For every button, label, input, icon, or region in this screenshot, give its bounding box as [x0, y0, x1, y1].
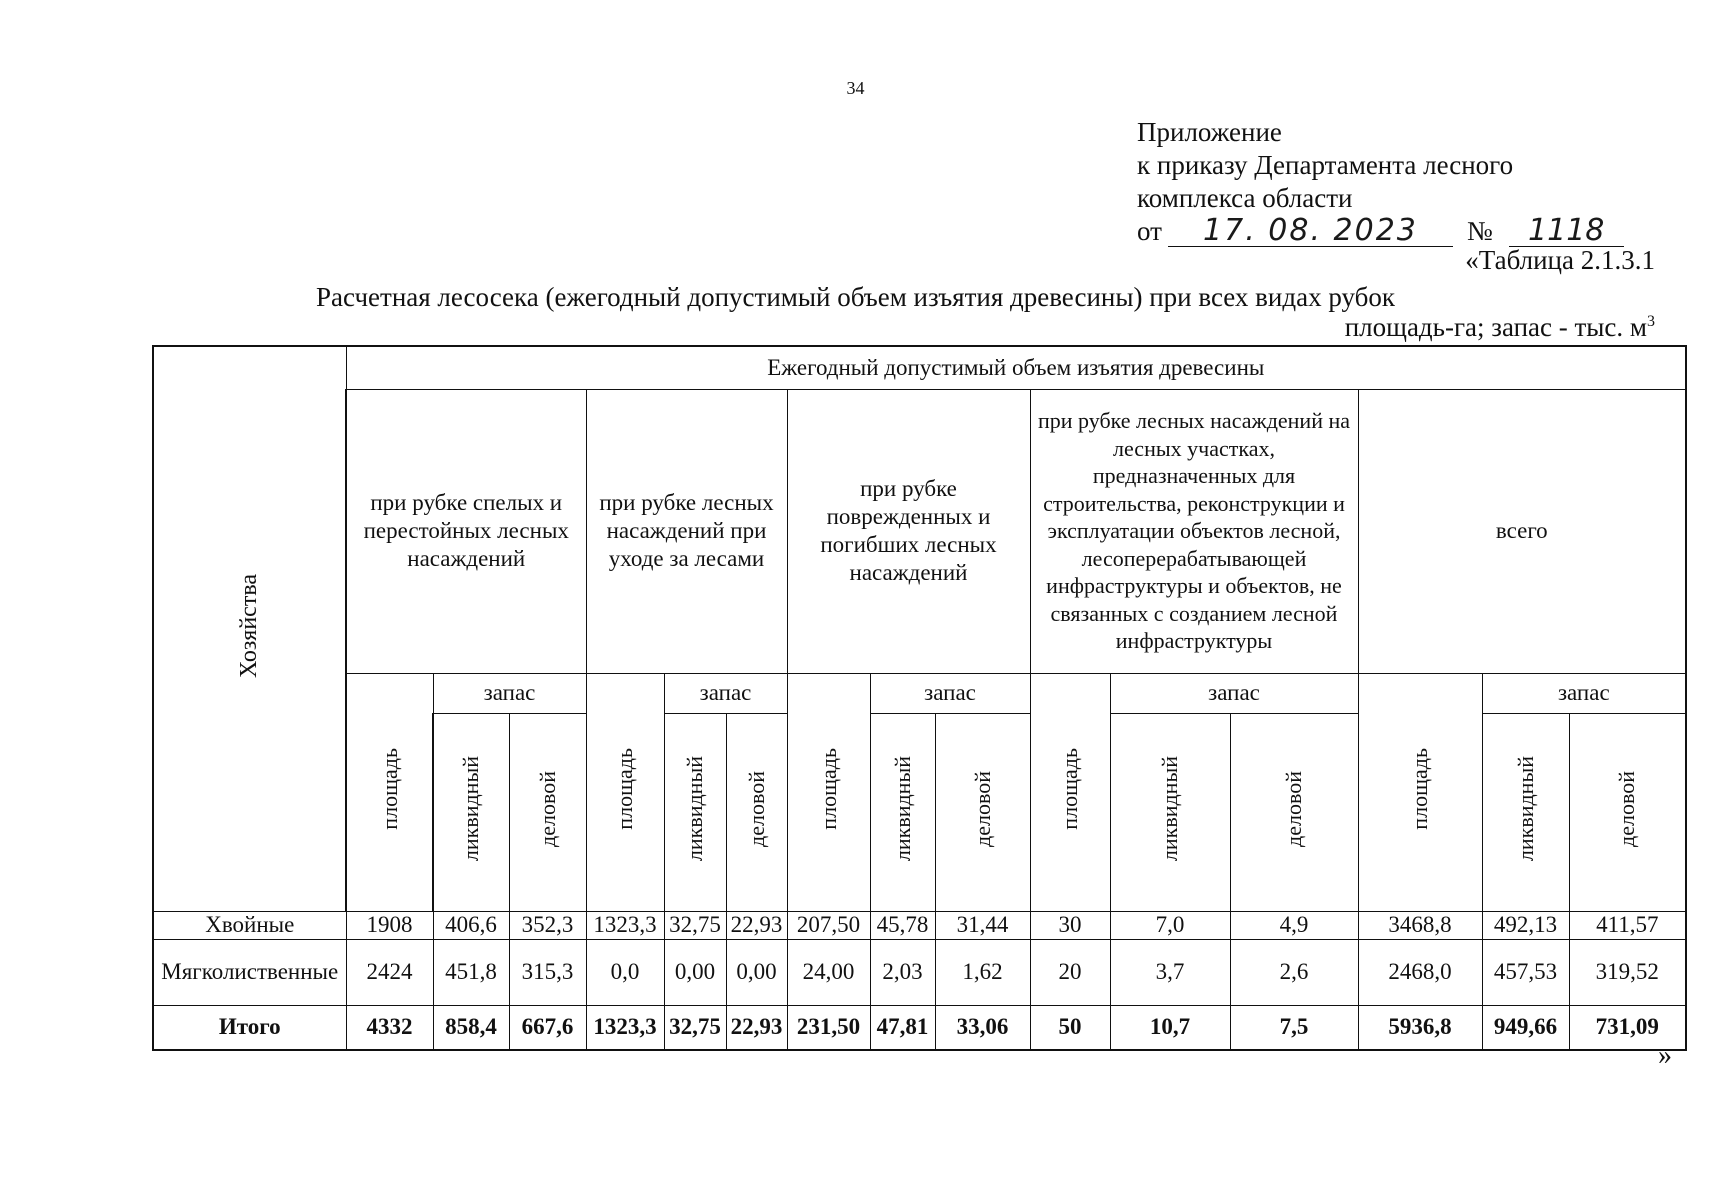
table-reference: «Таблица 2.1.3.1: [1465, 245, 1655, 275]
table-cell: 2,03: [870, 939, 935, 1005]
table-cell: 5936,8: [1358, 1005, 1482, 1050]
document-title: Расчетная лесосека (ежегодный допустимый объем изъятия древесины) при всех видах рубок: [316, 282, 1395, 312]
table-cell: 411,57: [1569, 911, 1686, 939]
table-cell: 33,06: [935, 1005, 1030, 1050]
timber-harvest-table: [152, 345, 1687, 1051]
sub-header-liquid-4: [1110, 713, 1230, 911]
table-cell: 30: [1030, 911, 1110, 939]
group-header-construction: при рубке лесных насаждений на лесных участках, предназначенных для строительства, реконструкции и эксплуатации объектов лесной, лесоперерабатывающей инфраструктуры и объектов, не связанных с созданием лесной инфраструктуры: [1030, 389, 1358, 673]
table-cell: 457,53: [1482, 939, 1569, 1005]
table-cell: 319,52: [1569, 939, 1686, 1005]
table-row-softwood-deciduous: [153, 939, 1686, 1005]
table-cell: 0,0: [586, 939, 664, 1005]
table-cell: 3468,8: [1358, 911, 1482, 939]
group-header-total: всего: [1358, 389, 1686, 673]
table-cell: 949,66: [1482, 1005, 1569, 1050]
liquid-label: ликвидный: [682, 756, 707, 862]
table-cell: 207,50: [787, 911, 870, 939]
sub-header-business-4: [1230, 713, 1358, 911]
sub-header-liquid-2: [664, 713, 726, 911]
business-label: деловой: [743, 771, 769, 847]
sub-header-liquid-5: [1482, 713, 1569, 911]
table-cell: 7,5: [1230, 1005, 1358, 1050]
area-label: площадь: [376, 748, 402, 830]
row-label: Хвойные: [153, 911, 346, 939]
sub-header-stock-4: запас: [1110, 673, 1358, 713]
appendix-date-line: [1137, 215, 1624, 248]
super-header: Ежегодный допустимый объем изъятия древесины: [346, 346, 1686, 389]
handwritten-date: 17. 08. 2023: [1168, 216, 1453, 247]
sub-header-area-1: [346, 673, 433, 911]
sub-header-area-5: [1358, 673, 1482, 911]
sub-header-stock-2: запас: [664, 673, 787, 713]
table-cell: 0,00: [664, 939, 726, 1005]
table-cell: 858,4: [433, 1005, 509, 1050]
sub-header-business-3: [935, 713, 1030, 911]
table-cell: 1,62: [935, 939, 1030, 1005]
appendix-line-order: к приказу Департамента лесного: [1137, 150, 1514, 180]
liquid-label: ликвидный: [1512, 756, 1538, 862]
page-number: 34: [846, 78, 865, 98]
table-cell: 4,9: [1230, 911, 1358, 939]
table-cell: 22,93: [726, 1005, 787, 1050]
table-cell: 1908: [346, 911, 433, 939]
table-cell: 231,50: [787, 1005, 870, 1050]
group-header-mature: при рубке спелых и перестойных лесных насаждений: [346, 389, 586, 673]
row-header-cell: [153, 346, 346, 911]
table-cell: 2424: [346, 939, 433, 1005]
sub-header-stock-3: запас: [870, 673, 1030, 713]
sub-header-liquid-1: [433, 713, 509, 911]
table-cell: 352,3: [509, 911, 586, 939]
table-cell: 20: [1030, 939, 1110, 1005]
sub-header-area-2: [586, 673, 664, 911]
table-cell: 492,13: [1482, 911, 1569, 939]
sub-header-business-5: [1569, 713, 1686, 911]
units-note: [1345, 312, 1655, 343]
appendix-title: Приложение: [1137, 117, 1282, 147]
number-label: №: [1466, 216, 1493, 246]
table-cell: 0,00: [726, 939, 787, 1005]
sub-header-area-4: [1030, 673, 1110, 911]
appendix-block: [1137, 116, 1624, 248]
table-cell: 10,7: [1110, 1005, 1230, 1050]
row-label: Мягколиственные: [153, 939, 346, 1005]
table-cell: 2468,0: [1358, 939, 1482, 1005]
table-cell: 32,75: [664, 911, 726, 939]
liquid-label: ликвидный: [1157, 756, 1182, 862]
units-text: площадь-га; запас - тыс. м: [1344, 312, 1647, 342]
table-cell: 406,6: [433, 911, 509, 939]
table-cell: 7,0: [1110, 911, 1230, 939]
table-row-total: [153, 1005, 1686, 1050]
table-cell: 31,44: [935, 911, 1030, 939]
business-label: деловой: [534, 771, 560, 847]
sub-header-area-3: [787, 673, 870, 911]
sub-header-stock-1: запас: [433, 673, 586, 713]
table-row-coniferous: [153, 911, 1686, 939]
area-label: площадь: [1407, 748, 1432, 830]
business-label: деловой: [1281, 771, 1306, 847]
liquid-label: ликвидный: [889, 756, 915, 862]
sub-header-business-1: [509, 713, 586, 911]
liquid-label: ликвидный: [458, 756, 484, 862]
table-cell: 45,78: [870, 911, 935, 939]
table-cell: 1323,3: [586, 911, 664, 939]
table-cell: 2,6: [1230, 939, 1358, 1005]
area-label: площадь: [815, 748, 841, 830]
table-cell: 3,7: [1110, 939, 1230, 1005]
table-cell: 32,75: [664, 1005, 726, 1050]
appendix-line-department: комплекса области: [1137, 183, 1353, 213]
business-label: деловой: [1614, 771, 1640, 847]
row-header-label: Хозяйства: [236, 573, 262, 678]
table-cell: 4332: [346, 1005, 433, 1050]
area-label: площадь: [612, 748, 637, 830]
units-superscript: 3: [1647, 313, 1655, 330]
from-label: от: [1137, 216, 1162, 246]
closing-quote: »: [1658, 1040, 1672, 1071]
table-cell: 50: [1030, 1005, 1110, 1050]
area-label: площадь: [1057, 748, 1082, 830]
table-cell: 1323,3: [586, 1005, 664, 1050]
table-cell: 667,6: [509, 1005, 586, 1050]
sub-header-liquid-3: [870, 713, 935, 911]
business-label: деловой: [969, 771, 995, 847]
table-cell: 22,93: [726, 911, 787, 939]
table-cell: 315,3: [509, 939, 586, 1005]
table-cell: 47,81: [870, 1005, 935, 1050]
row-label: Итого: [153, 1005, 346, 1050]
sub-header-stock-5: запас: [1482, 673, 1686, 713]
group-header-damaged: при рубке поврежденных и погибших лесных насаждений: [787, 389, 1030, 673]
handwritten-order-number: 1118: [1509, 216, 1624, 247]
table-cell: 24,00: [787, 939, 870, 1005]
sub-header-business-2: [726, 713, 787, 911]
group-header-thinning: при рубке лесных насаждений при уходе за лесами: [586, 389, 787, 673]
table-cell: 731,09: [1569, 1005, 1686, 1050]
table-cell: 451,8: [433, 939, 509, 1005]
